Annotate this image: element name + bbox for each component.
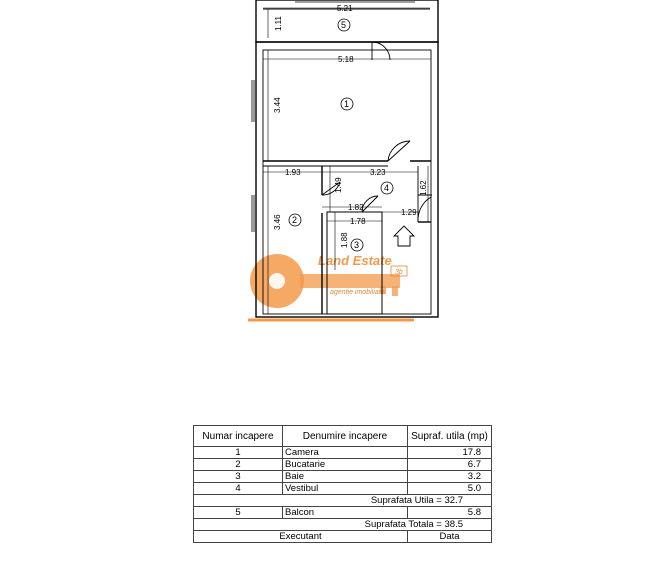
cell-room-number: 3	[194, 471, 283, 483]
table-row	[194, 483, 492, 495]
dim-label: 1.88	[340, 232, 349, 248]
cell-room-name: Vestibul	[283, 483, 408, 495]
dim-label: 3.46	[273, 214, 282, 230]
useful-total: Suprafata Utila = 32.7	[194, 495, 492, 507]
watermark-key-tooth	[392, 286, 398, 296]
room-number: 5	[341, 20, 347, 30]
signature-row	[194, 531, 492, 543]
table-row	[194, 471, 492, 483]
watermark-subtitle: agentie imobiliara	[330, 289, 385, 296]
rooms-area-table	[193, 425, 492, 543]
dim-label: 1.29	[401, 208, 417, 217]
dim-label: 5.18	[338, 55, 354, 64]
cell-room-number: 4	[194, 483, 283, 495]
cell-room-name: Baie	[283, 471, 408, 483]
cell-room-number: 1	[194, 447, 283, 459]
dim-label: 3.23	[370, 168, 386, 177]
dim-label: 1.62	[419, 180, 428, 196]
table-header-row	[194, 426, 492, 447]
dim-label: 1.78	[350, 217, 366, 226]
executant-label: Executant	[194, 531, 408, 543]
door-room1	[388, 141, 410, 161]
room-number: 4	[384, 183, 390, 193]
watermark-key-shaft	[300, 274, 400, 288]
watermark-key-hole	[269, 273, 285, 289]
watermark-badge: 3b	[395, 269, 403, 276]
cell-room-name: Bucatarie	[283, 459, 408, 471]
door-bathroom	[362, 196, 378, 212]
dim-label: 5.21	[337, 4, 353, 13]
cell-room-name: Camera	[283, 447, 408, 459]
grand-total-row	[194, 519, 492, 531]
cell-room-number: 2	[194, 459, 283, 471]
dimension-labels	[273, 4, 428, 248]
cell-room-area: 3.2	[408, 471, 492, 483]
header-room-area: Supraf. utila (mp)	[408, 426, 492, 447]
dim-label: 1.93	[285, 168, 301, 177]
watermark-title: Land Estate	[318, 253, 392, 268]
entrance-arrow-icon	[394, 226, 414, 246]
windows	[252, 2, 415, 232]
header-room-name: Denumire incapere	[283, 426, 408, 447]
grand-total: Suprafata Totala = 38.5	[194, 519, 492, 531]
room-number: 1	[344, 99, 350, 109]
useful-total-row	[194, 495, 492, 507]
door-balcony	[372, 42, 390, 60]
land-estate-watermark	[248, 253, 414, 320]
cell-room-area: 17.8	[408, 447, 492, 459]
header-room-number: Numar incapere	[194, 426, 283, 447]
dim-label: 1.82	[348, 203, 364, 212]
room-markers	[289, 19, 393, 251]
dim-label: 1.11	[274, 16, 283, 31]
room-number: 3	[354, 240, 360, 250]
cell-room-area: 5.8	[408, 507, 492, 519]
door-entrance	[418, 195, 432, 222]
dim-label: 3.44	[273, 97, 282, 113]
date-label: Data	[408, 531, 492, 543]
table-row	[194, 507, 492, 519]
cell-room-area: 6.7	[408, 459, 492, 471]
dim-label: 1.49	[334, 177, 343, 193]
table-row	[194, 459, 492, 471]
room-number: 2	[292, 215, 298, 225]
table-row	[194, 447, 492, 459]
doors	[322, 42, 432, 222]
cell-room-area: 5.0	[408, 483, 492, 495]
cell-room-name: Balcon	[283, 507, 408, 519]
cell-room-number: 5	[194, 507, 283, 519]
